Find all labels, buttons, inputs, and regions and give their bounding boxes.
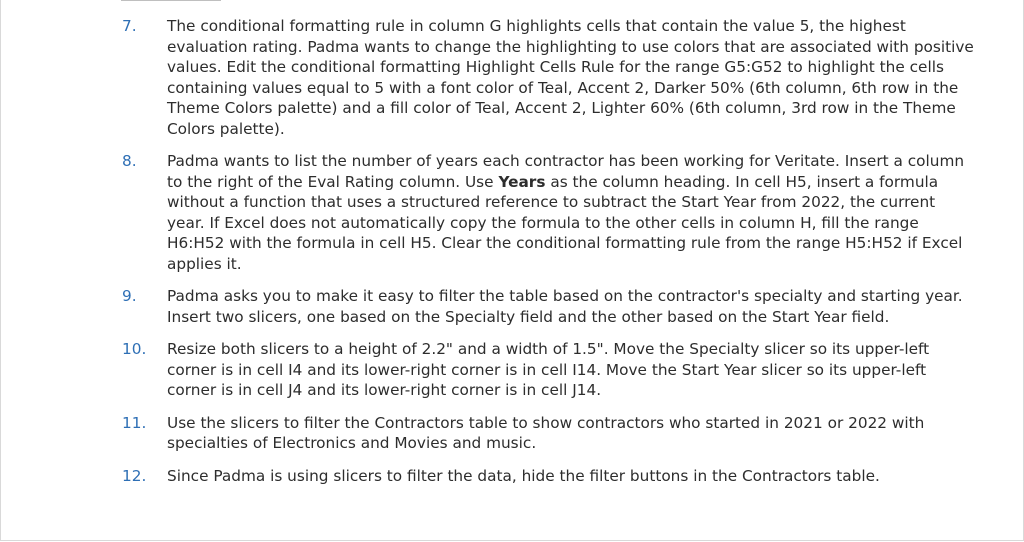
step-text: Since Padma is using slicers to filter the data, hide the filter buttons in the Contractors table. (167, 466, 880, 485)
step-11 (1, 413, 1023, 454)
step-text: Resize both slicers to a height of 2.2" and a width of 1.5". Move the Specialty slicer so its upper-left corner is in cell I4 and its lower-right corner is in cell I14. Move the Start Year slicer so its upper-left corner is in cell J4 and its lower-right corner is in cell J14. (167, 340, 930, 399)
step-7 (1, 16, 1023, 139)
step-10 (1, 339, 1023, 401)
step-list (1, 16, 1023, 498)
step-number: 9. (122, 287, 137, 305)
step-number: 10. (122, 340, 147, 358)
step-number: 12. (122, 466, 147, 485)
step-text: Padma asks you to make it easy to filter the table based on the contractor's specialty and starting year. Insert two slicers, one based on the Specialty field and the other based on the Start Year field. (167, 287, 963, 326)
step-text-part: Padma wants to list the number of years each contractor has been working for Veritate. Insert a column to the right of the Eval Rating column. Use (167, 152, 965, 191)
top-divider (121, 0, 221, 1)
step-text-part: as the column heading. In cell H5, insert a formula without a function that uses a structured reference to subtract the Start Year from 2022, the current year. If Excel does not automatically copy the formula to the other cells in column H, fill the range H6:H52 with the formula in cell H5. Clear the conditional formatting rule from the range H5:H52 if Excel applies it. (167, 172, 963, 273)
step-8 (1, 151, 1023, 274)
step-text (167, 151, 977, 274)
step-text: Use the slicers to filter the Contractors table to show contractors who started in 2021 or 2022 with specialties of Electronics and Movies and music. (167, 413, 925, 452)
column-heading-name: Years (498, 172, 546, 191)
step-number: 7. (122, 17, 137, 35)
step-9 (1, 286, 1023, 327)
step-text: The conditional formatting rule in column G highlights cells that contain the value 5, the highest evaluation rating. Padma wants to change the highlighting to use colors that are associated with positive values. Edit the conditional formatting Highlight Cells Rule for the range G5:G52 to highlight the cells containing values equal to 5 with a font color of Teal, Accent 2, Darker 50% (6th column, 6th row in the Theme Colors palette) and a fill color of Teal, Accent 2, Lighter 60% (6th column, 3rd row in the Theme Colors palette). (167, 17, 974, 138)
step-number: 8. (122, 152, 137, 170)
step-number: 11. (122, 413, 147, 432)
step-12 (1, 466, 1023, 487)
